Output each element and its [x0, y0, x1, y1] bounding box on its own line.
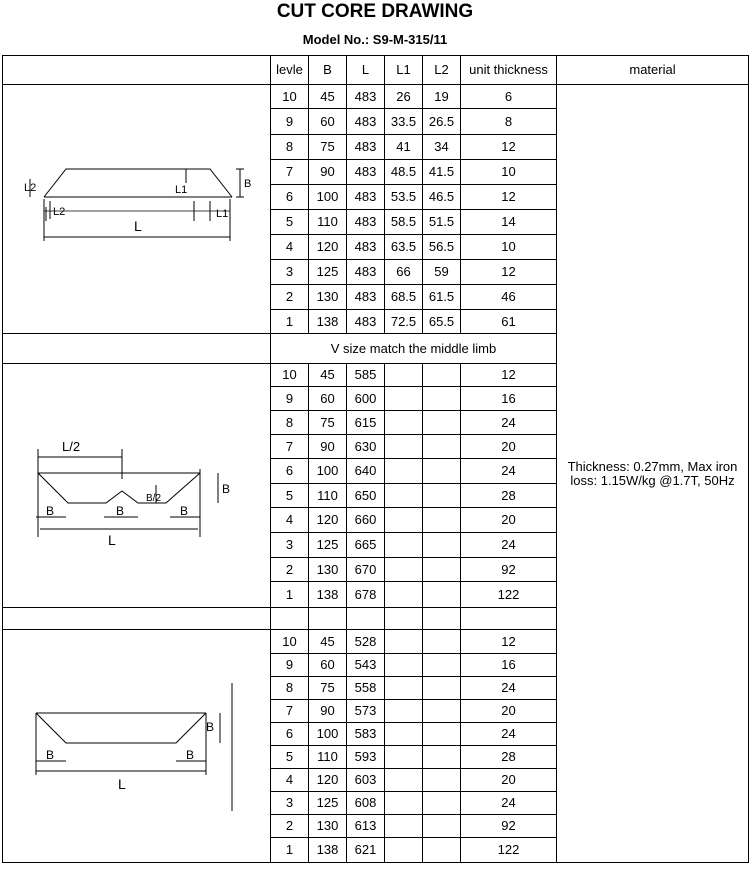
- header-level: levle: [271, 56, 309, 85]
- l2-cell: [423, 582, 461, 608]
- unit-thickness-cell: 14: [461, 210, 557, 235]
- l-cell: 670: [347, 558, 385, 582]
- l2-cell: [423, 792, 461, 815]
- b-cell: 130: [309, 285, 347, 310]
- l1-cell: 68.5: [385, 285, 423, 310]
- drawing1-label-b: B: [243, 178, 251, 190]
- b-cell: 120: [309, 235, 347, 260]
- table-row: [3, 85, 749, 109]
- l-cell: 483: [347, 285, 385, 310]
- l1-cell: [385, 677, 423, 700]
- b-cell: 110: [309, 746, 347, 769]
- unit-thickness-cell: 8: [461, 109, 557, 135]
- header-l1: L1: [385, 56, 423, 85]
- unit-thickness-cell: 6: [461, 85, 557, 109]
- b-cell: 138: [309, 838, 347, 863]
- unit-thickness-cell: 12: [461, 630, 557, 654]
- blank-cell: [271, 608, 309, 630]
- unit-thickness-cell: 12: [461, 364, 557, 387]
- l2-cell: 41.5: [423, 160, 461, 185]
- unit-thickness-cell: 24: [461, 677, 557, 700]
- b-cell: 90: [309, 700, 347, 723]
- drawing-bevel-yoke: [22, 149, 252, 269]
- unit-thickness-cell: 28: [461, 484, 557, 508]
- l1-cell: [385, 533, 423, 558]
- b-cell: 75: [309, 677, 347, 700]
- material-cell: Thickness: 0.27mm, Max iron loss: 1.15W/kg @1.7T, 50Hz: [557, 85, 749, 863]
- l2-cell: 46.5: [423, 185, 461, 210]
- level-cell: 9: [271, 109, 309, 135]
- unit-thickness-cell: 28: [461, 746, 557, 769]
- level-cell: 10: [271, 630, 309, 654]
- l-cell: 573: [347, 700, 385, 723]
- drawing1-label-l1: L1: [174, 184, 187, 196]
- l1-cell: [385, 838, 423, 863]
- l1-cell: [385, 459, 423, 484]
- drawing2-label-b-left: B: [45, 503, 54, 518]
- b-cell: 110: [309, 210, 347, 235]
- level-cell: 3: [271, 533, 309, 558]
- l1-cell: 63.5: [385, 235, 423, 260]
- unit-thickness-cell: 12: [461, 185, 557, 210]
- l-cell: 585: [347, 364, 385, 387]
- l2-cell: [423, 459, 461, 484]
- drawing2-label-bhalf: B/2: [145, 492, 161, 504]
- l-cell: 630: [347, 435, 385, 459]
- l-cell: 558: [347, 677, 385, 700]
- b-cell: 138: [309, 582, 347, 608]
- l2-cell: [423, 484, 461, 508]
- b-cell: 45: [309, 630, 347, 654]
- b-cell: 125: [309, 533, 347, 558]
- l2-cell: 26.5: [423, 109, 461, 135]
- unit-thickness-cell: 61: [461, 310, 557, 334]
- header-material: material: [557, 56, 749, 85]
- l-cell: 483: [347, 260, 385, 285]
- drawing2-label-b-right: B: [179, 503, 188, 518]
- l-cell: 593: [347, 746, 385, 769]
- l2-cell: [423, 533, 461, 558]
- unit-thickness-cell: 92: [461, 558, 557, 582]
- drawing3-label-l: L: [117, 776, 126, 792]
- l2-cell: [423, 558, 461, 582]
- l-cell: 640: [347, 459, 385, 484]
- drawing3-label-b-left: B: [45, 748, 54, 762]
- l2-cell: [423, 700, 461, 723]
- b-cell: 60: [309, 387, 347, 411]
- l2-cell: 65.5: [423, 310, 461, 334]
- drawing2-label-b-mid: B: [115, 503, 124, 518]
- b-cell: 100: [309, 723, 347, 746]
- page-title: CUT CORE DRAWING: [276, 1, 474, 22]
- drawing1-label-l2: L2: [23, 182, 36, 194]
- level-cell: 9: [271, 654, 309, 677]
- model-number: Model No.: S9-M-315/11: [302, 32, 448, 47]
- b-cell: 138: [309, 310, 347, 334]
- level-cell: 8: [271, 411, 309, 435]
- header-unit-thickness: unit thickness: [461, 56, 557, 85]
- blank-cell: [3, 608, 271, 630]
- level-cell: 2: [271, 285, 309, 310]
- level-cell: 10: [271, 85, 309, 109]
- l1-cell: [385, 746, 423, 769]
- b-cell: 45: [309, 85, 347, 109]
- b-cell: 130: [309, 558, 347, 582]
- unit-thickness-cell: 20: [461, 508, 557, 533]
- drawing-cell: [3, 630, 271, 863]
- unit-thickness-cell: 12: [461, 260, 557, 285]
- l1-cell: [385, 630, 423, 654]
- l1-cell: [385, 484, 423, 508]
- l-cell: 543: [347, 654, 385, 677]
- l-cell: 483: [347, 185, 385, 210]
- level-cell: 2: [271, 558, 309, 582]
- unit-thickness-cell: 122: [461, 582, 557, 608]
- b-cell: 75: [309, 411, 347, 435]
- l1-cell: [385, 435, 423, 459]
- v-size-note: V size match the middle limb: [271, 334, 557, 364]
- l-cell: 483: [347, 235, 385, 260]
- b-cell: 75: [309, 135, 347, 160]
- unit-thickness-cell: 92: [461, 815, 557, 838]
- drawing3-label-b-right: B: [185, 748, 194, 762]
- drawing2-label-b-side: B: [221, 481, 230, 496]
- drawing-v-notch-yoke: [22, 421, 252, 551]
- l-cell: 615: [347, 411, 385, 435]
- l2-cell: [423, 723, 461, 746]
- l2-cell: [423, 387, 461, 411]
- header-l2: L2: [423, 56, 461, 85]
- b-cell: 120: [309, 508, 347, 533]
- l1-cell: 53.5: [385, 185, 423, 210]
- l2-cell: 56.5: [423, 235, 461, 260]
- level-cell: 4: [271, 235, 309, 260]
- l1-cell: 72.5: [385, 310, 423, 334]
- l1-cell: 58.5: [385, 210, 423, 235]
- level-cell: 9: [271, 387, 309, 411]
- l-cell: 603: [347, 769, 385, 792]
- l-cell: 528: [347, 630, 385, 654]
- level-cell: 5: [271, 484, 309, 508]
- l-cell: 483: [347, 310, 385, 334]
- unit-thickness-cell: 20: [461, 769, 557, 792]
- drawing1-label-l: L: [133, 218, 142, 234]
- l-cell: 483: [347, 135, 385, 160]
- l-cell: 483: [347, 210, 385, 235]
- header-b: B: [309, 56, 347, 85]
- unit-thickness-cell: 10: [461, 235, 557, 260]
- unit-thickness-cell: 24: [461, 723, 557, 746]
- note-blank: [3, 334, 271, 364]
- l1-cell: [385, 364, 423, 387]
- l-cell: 483: [347, 160, 385, 185]
- unit-thickness-cell: 10: [461, 160, 557, 185]
- drawing-bevel-limb: [22, 671, 252, 821]
- level-cell: 3: [271, 792, 309, 815]
- unit-thickness-cell: 20: [461, 435, 557, 459]
- b-cell: 130: [309, 815, 347, 838]
- drawing-cell: [3, 364, 271, 608]
- l1-cell: 48.5: [385, 160, 423, 185]
- l-cell: 583: [347, 723, 385, 746]
- level-cell: 6: [271, 185, 309, 210]
- b-cell: 60: [309, 109, 347, 135]
- l2-cell: [423, 677, 461, 700]
- unit-thickness-cell: 122: [461, 838, 557, 863]
- l2-cell: [423, 654, 461, 677]
- b-cell: 125: [309, 260, 347, 285]
- blank-cell: [385, 608, 423, 630]
- l2-cell: [423, 838, 461, 863]
- l1-cell: 33.5: [385, 109, 423, 135]
- l-cell: 621: [347, 838, 385, 863]
- drawing2-label-half: L/2: [61, 438, 80, 454]
- b-cell: 60: [309, 654, 347, 677]
- blank-cell: [347, 608, 385, 630]
- l-cell: 665: [347, 533, 385, 558]
- l1-cell: [385, 792, 423, 815]
- l2-cell: [423, 508, 461, 533]
- l1-cell: [385, 558, 423, 582]
- l2-cell: 59: [423, 260, 461, 285]
- l1-cell: [385, 723, 423, 746]
- unit-thickness-cell: 24: [461, 533, 557, 558]
- level-cell: 1: [271, 582, 309, 608]
- level-cell: 4: [271, 508, 309, 533]
- level-cell: 6: [271, 723, 309, 746]
- l2-cell: 34: [423, 135, 461, 160]
- drawing2-label-l: L: [107, 531, 116, 548]
- header-blank: [3, 56, 271, 85]
- l2-cell: 51.5: [423, 210, 461, 235]
- blank-cell: [423, 608, 461, 630]
- level-cell: 3: [271, 260, 309, 285]
- l1-cell: [385, 654, 423, 677]
- level-cell: 7: [271, 435, 309, 459]
- l1-cell: [385, 700, 423, 723]
- unit-thickness-cell: 20: [461, 700, 557, 723]
- unit-thickness-cell: 24: [461, 411, 557, 435]
- b-cell: 100: [309, 459, 347, 484]
- l1-cell: [385, 508, 423, 533]
- level-cell: 1: [271, 838, 309, 863]
- level-cell: 2: [271, 815, 309, 838]
- level-cell: 1: [271, 310, 309, 334]
- b-cell: 120: [309, 769, 347, 792]
- header-l: L: [347, 56, 385, 85]
- l-cell: 678: [347, 582, 385, 608]
- level-cell: 8: [271, 135, 309, 160]
- l1-cell: [385, 769, 423, 792]
- level-cell: 7: [271, 160, 309, 185]
- l-cell: 608: [347, 792, 385, 815]
- b-cell: 100: [309, 185, 347, 210]
- l1-cell: [385, 582, 423, 608]
- l1-cell: 41: [385, 135, 423, 160]
- b-cell: 90: [309, 160, 347, 185]
- l1-cell: 66: [385, 260, 423, 285]
- level-cell: 4: [271, 769, 309, 792]
- drawing1-label-l2-lower: L2: [52, 206, 65, 218]
- l2-cell: [423, 769, 461, 792]
- l-cell: 483: [347, 85, 385, 109]
- blank-cell: [309, 608, 347, 630]
- level-cell: 7: [271, 700, 309, 723]
- l2-cell: [423, 746, 461, 769]
- drawing-cell: [3, 85, 271, 334]
- l1-cell: [385, 815, 423, 838]
- l-cell: 660: [347, 508, 385, 533]
- b-cell: 45: [309, 364, 347, 387]
- drawing3-label-b-side: B: [205, 720, 214, 734]
- header-row: [3, 56, 749, 85]
- l1-cell: [385, 387, 423, 411]
- l2-cell: [423, 630, 461, 654]
- b-cell: 90: [309, 435, 347, 459]
- l1-cell: 26: [385, 85, 423, 109]
- drawing1-label-l1-lower: L1: [215, 208, 228, 220]
- l1-cell: [385, 411, 423, 435]
- unit-thickness-cell: 46: [461, 285, 557, 310]
- level-cell: 6: [271, 459, 309, 484]
- l-cell: 613: [347, 815, 385, 838]
- unit-thickness-cell: 24: [461, 792, 557, 815]
- l2-cell: [423, 435, 461, 459]
- cut-core-table: [2, 55, 749, 863]
- b-cell: 110: [309, 484, 347, 508]
- l-cell: 650: [347, 484, 385, 508]
- blank-cell: [461, 608, 557, 630]
- l-cell: 600: [347, 387, 385, 411]
- l2-cell: [423, 411, 461, 435]
- l-cell: 483: [347, 109, 385, 135]
- unit-thickness-cell: 16: [461, 654, 557, 677]
- level-cell: 5: [271, 746, 309, 769]
- unit-thickness-cell: 16: [461, 387, 557, 411]
- unit-thickness-cell: 12: [461, 135, 557, 160]
- level-cell: 5: [271, 210, 309, 235]
- b-cell: 125: [309, 792, 347, 815]
- l2-cell: [423, 364, 461, 387]
- l2-cell: 61.5: [423, 285, 461, 310]
- level-cell: 8: [271, 677, 309, 700]
- level-cell: 10: [271, 364, 309, 387]
- unit-thickness-cell: 24: [461, 459, 557, 484]
- l2-cell: [423, 815, 461, 838]
- l2-cell: 19: [423, 85, 461, 109]
